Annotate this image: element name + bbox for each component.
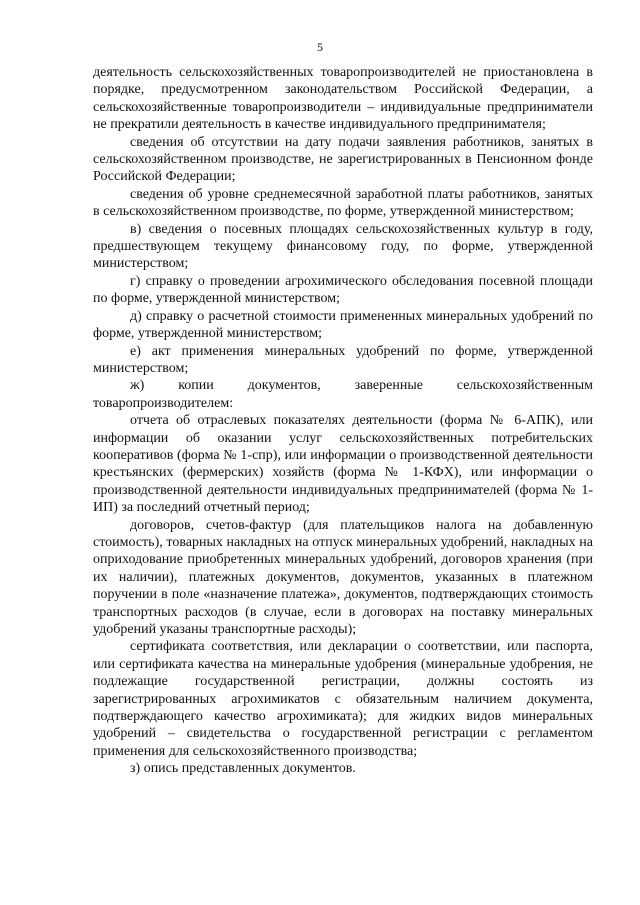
paragraph-pension-fund: сведения об отсутствии на дату подачи заявления работников, занятых в сельскохозяйственном производстве, не зарегистрированных в Пенсионном фонде Российской Федерации; (93, 134, 593, 185)
paragraph-item-zh: ж) копии документов, заверенные сельскохозяйственным товаропроизводителем: (93, 378, 593, 411)
paragraph-activity-status: деятельность сельскохозяйственных товаропроизводителей не приостановлена в порядке, предусмотренном законодательством Российской Федерации, а сельскохозяйственные товаропроизводители – индивидуальные предприниматели не прекратили деятельность в качестве индивидуального предпринимателя; (93, 65, 593, 133)
paragraph-item-z: з) опись представленных документов. (130, 761, 356, 777)
paragraph-item-g: г) справку о проведении агрохимического обследования посевной площади по форме, утвержденной министерством; (93, 273, 593, 307)
paragraph-contracts: договоров, счетов-фактур (для плательщиков налога на добавленную стоимость), товарных накладных на отпуск минеральных удобрений, накладных на оприходование приобретенных минеральных удобрений, договоров хранения (при их наличии), платежных документов, документов, указанных в платежном поручении в поле «назначение платежа», документов, подтверждающих стоимость транспортных расходов (в случае, если в договорах на поставку минеральных удобрений указаны транспортные расходы); (93, 517, 593, 637)
paragraph-certificates: сертификата соответствия, или декларации о соответствии, или паспорта, или сертификата качества на минеральные удобрения (минеральные удобрения, не подлежащие государственной регистрации, должны состоять из зарегистрированных агрохимикатов с обязательным наличием документа, подтверждающего качество агрохимиката); для жидких видов минеральных удобрений – свидетельства о государственной регистрации с регламентом применения для сельскохозяйственного производства; (93, 639, 593, 759)
paragraph-item-v: в) сведения о посевных площадях сельскохозяйственных культур в году, предшествующем текущему финансовому году, по форме, утвержденной министерством; (93, 221, 593, 272)
paragraph-item-e: е) акт применения минеральных удобрений по форме, утвержденной министерством; (93, 343, 593, 376)
paragraph-item-d: д) справку о расчетной стоимости примененных минеральных удобрений по форме, утвержденной министерством; (93, 308, 593, 342)
document-body (93, 64, 593, 778)
page-number: 5 (317, 40, 323, 54)
paragraph-report-forms: отчета об отраслевых показателях деятельности (форма № 6-АПК), или информации об оказании услуг сельскохозяйственных потребительских кооперативов (форма № 1-спр), или информации о производственной деятельности крестьянских (фермерских) хозяйств (форма № 1-КФХ), или информации о производственной деятельности индивидуальных предпринимателей (форма № 1-ИП) за последний отчетный период; (93, 413, 593, 516)
paragraph-average-salary: сведения об уровне среднемесячной заработной платы работников, занятых в сельскохозяйственном производстве, по форме, утвержденной министерством; (93, 186, 593, 220)
